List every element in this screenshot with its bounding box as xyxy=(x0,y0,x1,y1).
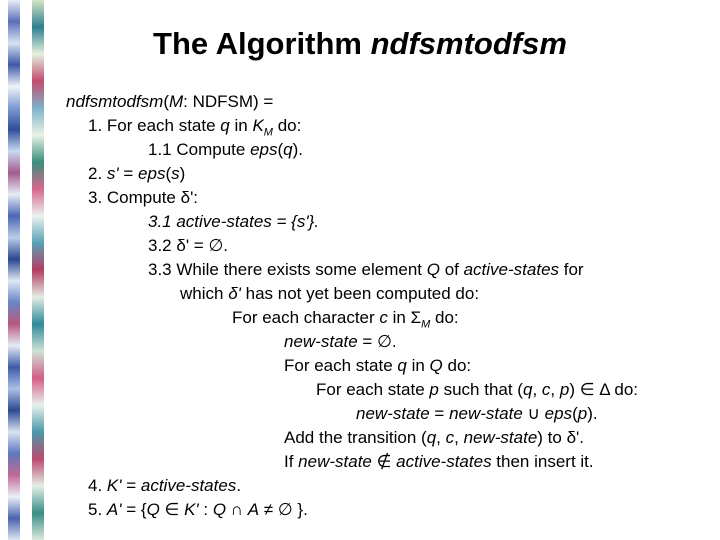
line-segment: q xyxy=(220,116,230,135)
line-segment: q xyxy=(426,428,437,447)
line-segment: new-state xyxy=(463,428,538,447)
line-segment: in xyxy=(229,116,253,135)
line-segment: c xyxy=(445,428,455,447)
line-segment: ). xyxy=(292,140,304,159)
line-segment: Q xyxy=(212,500,227,519)
line-segment: do: xyxy=(442,356,472,375)
line-segment: ( xyxy=(277,140,284,159)
line-segment: = xyxy=(429,404,450,423)
line-segment: . xyxy=(236,476,242,495)
algorithm-line xyxy=(284,426,584,450)
line-segment: = xyxy=(118,164,139,183)
line-segment: = ∅. xyxy=(357,332,397,351)
line-segment: s xyxy=(171,164,180,183)
algorithm-line xyxy=(180,282,479,306)
line-segment: 3.3 While there exists some element xyxy=(148,260,427,279)
line-segment: ) to δ'. xyxy=(537,428,584,447)
line-segment: has not yet been computed do: xyxy=(240,284,480,303)
line-segment: 3. Compute δ': xyxy=(88,188,199,207)
slide-title xyxy=(0,24,720,64)
line-segment: Add the transition ( xyxy=(284,428,427,447)
title-algorithm-name: ndfsmtodfsm xyxy=(370,26,567,61)
line-segment: For each state xyxy=(284,356,398,375)
line-segment: ) ∈ Δ do: xyxy=(569,380,639,399)
line-segment: in Σ xyxy=(387,308,422,327)
line-segment: ∈ xyxy=(159,500,185,519)
line-segment: active-states xyxy=(140,476,237,495)
algorithm-line xyxy=(88,186,198,210)
algorithm-line xyxy=(148,210,319,234)
line-segment: , xyxy=(550,380,560,399)
line-segment: ≠ ∅ }. xyxy=(259,500,308,519)
line-segment: new-state xyxy=(298,452,372,471)
line-segment: c xyxy=(379,308,388,327)
line-segment: : NDFSM) = xyxy=(183,92,274,111)
line-segment: 3.1 active-states = {s'}. xyxy=(148,212,319,231)
line-segment: Q xyxy=(426,260,440,279)
line-segment: : xyxy=(198,500,213,519)
line-segment: , xyxy=(532,380,542,399)
line-segment: 5. xyxy=(88,500,107,519)
second-decorative-strip xyxy=(32,0,44,540)
algorithm-line xyxy=(316,378,638,402)
line-segment: new-state xyxy=(356,404,430,423)
line-segment: K xyxy=(252,116,264,135)
line-segment: such that ( xyxy=(438,380,523,399)
line-segment: 2. xyxy=(88,164,107,183)
line-segment: s' xyxy=(106,164,119,183)
algorithm-line xyxy=(148,138,303,162)
line-segment: , xyxy=(454,428,464,447)
line-segment: ) xyxy=(179,164,186,183)
line-segment: For each character xyxy=(232,308,380,327)
line-segment: ( xyxy=(572,404,578,423)
line-segment: K' xyxy=(106,476,122,495)
line-segment: ∪ xyxy=(522,404,545,423)
line-segment: for xyxy=(559,260,584,279)
line-segment: p xyxy=(559,380,570,399)
algorithm-line xyxy=(66,90,273,114)
line-segment: A xyxy=(247,500,260,519)
line-segment: = { xyxy=(121,500,147,519)
line-segment: q xyxy=(522,380,533,399)
line-segment: then insert it. xyxy=(491,452,594,471)
line-segment: A' xyxy=(106,500,122,519)
algorithm-line xyxy=(148,234,228,258)
line-segment: ∉ xyxy=(371,452,397,471)
line-segment: p xyxy=(429,380,439,399)
line-segment: If xyxy=(284,452,299,471)
line-segment: For each state xyxy=(316,380,430,399)
line-segment: q xyxy=(397,356,407,375)
line-segment: c xyxy=(541,380,551,399)
line-segment: active-states xyxy=(463,260,560,279)
subscript xyxy=(264,126,273,138)
line-segment: ( xyxy=(165,164,172,183)
line-segment: Q xyxy=(429,356,443,375)
algorithm-line xyxy=(284,450,594,474)
title-main: The Algorithm xyxy=(153,26,371,61)
line-segment: , xyxy=(436,428,446,447)
subscript xyxy=(421,318,430,330)
algorithm-line xyxy=(284,330,397,354)
line-segment: eps xyxy=(138,164,166,183)
line-segment: of xyxy=(439,260,464,279)
line-segment: 3.2 δ' = ∅. xyxy=(148,236,228,255)
line-segment: 1. For each state xyxy=(88,116,221,135)
line-segment: in xyxy=(406,356,430,375)
line-segment: new-state xyxy=(449,404,523,423)
algorithm-line xyxy=(88,498,308,522)
line-segment: do: xyxy=(430,308,459,327)
line-segment: q xyxy=(283,140,293,159)
line-segment: eps xyxy=(250,140,278,159)
line-segment: ). xyxy=(587,404,598,423)
line-segment: new-state xyxy=(284,332,358,351)
line-segment: M xyxy=(421,318,431,331)
line-segment: active-states xyxy=(396,452,492,471)
left-decorative-strip xyxy=(8,0,20,540)
algorithm-line xyxy=(284,354,471,378)
line-segment: M xyxy=(168,92,184,111)
algorithm-line xyxy=(148,258,584,282)
line-segment: Q xyxy=(146,500,160,519)
line-segment: M xyxy=(263,126,273,139)
line-segment: K' xyxy=(184,500,199,519)
line-segment: 4. xyxy=(88,476,107,495)
algorithm-line xyxy=(88,162,185,186)
line-segment: = xyxy=(121,476,141,495)
line-segment: p xyxy=(577,404,588,423)
line-segment: do: xyxy=(272,116,302,135)
line-segment: ∩ xyxy=(226,500,248,519)
line-segment: 1.1 Compute xyxy=(148,140,251,159)
line-segment: δ' xyxy=(228,284,241,303)
algorithm-line xyxy=(356,402,598,426)
line-segment: ndfsmtodfsm xyxy=(66,92,164,111)
line-segment: eps xyxy=(544,404,573,423)
line-segment: ( xyxy=(163,92,169,111)
algorithm-line xyxy=(88,474,241,498)
line-segment: which xyxy=(180,284,229,303)
